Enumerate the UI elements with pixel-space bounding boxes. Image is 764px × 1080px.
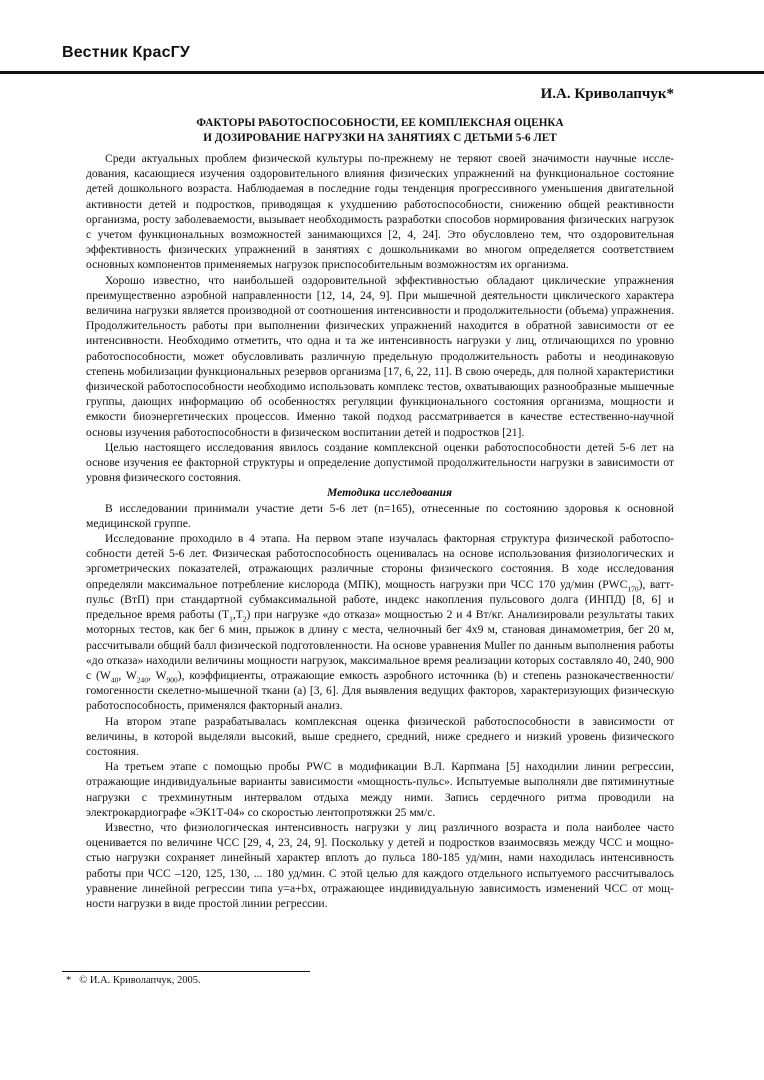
methods-paragraph-1: В исследовании принимали участие дети 5-6 лет (n=165), отнесенные по состоянию здоровья к основной медицинской группе. <box>86 501 674 530</box>
footnote-rule <box>62 971 310 972</box>
footnote-text: © И.А. Криволапчук, 2005. <box>79 975 201 986</box>
methods-p2-text-b: ), ватт-пульс (ВтП) при стандартной субмаксимальной работе, индекс накопления пульсового долга (ИНПД) [8, 6] и предельное время работы (T <box>86 577 674 622</box>
author-name: И.А. Криволапчук* <box>540 86 674 102</box>
section-heading-methods: Методика исследования <box>327 486 452 500</box>
methods-p2-text-c: ,T <box>232 608 243 622</box>
subscript-w40: 40 <box>110 675 119 685</box>
subscript-t1: 1 <box>229 614 233 624</box>
methods-p2-text-a: Исследование проходило в 4 этапа. На первом этапе изучалась факторная структура физической работоспособности детей 5-6 лет. Физическая работоспособность оценивалась на основе использования физиологических и эргометрических показателей, отражающих различные стороны физического состояния. В ходе исследования определяли максимальное потребление кислорода (МПК), мощность нагрузки при ЧСС 170 уд/мин (PWC <box>86 532 674 591</box>
methods-p2-text-f: , W <box>148 668 167 682</box>
article-body <box>86 151 674 911</box>
intro-paragraph-3: Целью настоящего исследования явилось создание комплексной оценки работоспособности детей 5-6 лет на основе изучения ее факторной структуры и определение допустимой продолжительности нагрузки в зависимости от уровня физического состояния. <box>86 440 674 485</box>
footnote <box>66 975 201 986</box>
subscript-pwc: 170 <box>627 584 639 593</box>
title-line-1: ФАКТОРЫ РАБОТОСПОСОБНОСТИ, ЕЕ КОМПЛЕКСНАЯ ОЦЕНКА <box>196 117 564 129</box>
methods-paragraph-3: На втором этапе разрабатывалась комплексная оценка физической работоспособности в зависимости от величины, в которой выделяли высокий, выше среднего, средний, ниже среднего и низкий уровень физического состояния. <box>86 714 674 758</box>
header-rule <box>0 71 764 74</box>
title-line-2: И ДОЗИРОВАНИЕ НАГРУЗКИ НА ЗАНЯТИЯХ С ДЕТЬМИ 5-6 ЛЕТ <box>203 132 557 144</box>
intro-paragraph-1: Среди актуальных проблем физической культуры по-прежнему не теряют своей значимости научные исследования, касающиеся изучения оздоровительного влияния физических упражнений на функциональное состояние детей дошкольного возраста. Наблюдаемая в последние годы тенденция прогрессивного уменьшения двигательной активности детей и подростков, приводящая к ухудшению работоспособности, снижению общей реактивности организма, росту заболеваемости, вызывает необходимость разработки способов нормирования физических нагрузок с учетом функциональных возможностей занимающихся [2, 4, 24]. Это обусловлено тем, что оздоровительная эффективность физических упражнений в занятиях с дошкольниками во многом определяется соответствием основных компонентов применяемых нагрузок приспособительным возможностям их организма. <box>86 152 674 272</box>
intro-paragraph-2: Хорошо известно, что наибольшей оздоровительной эффективностью обладают циклические упражнения преимущественно аэробной направленности [12, 14, 24, 9]. При мышечной деятельности циклического характера величина нагрузки является производной от соотношения интенсивности и продолжительности (объема) упражнения. Продолжительность работы при выполнении физических упражнений находится в обратной зависимости от ее интенсивности. Необходимо отметить, что одна и та же интенсивность нагрузки у лиц, отличающихся по уровню работоспособности, может обусловливать различную предельную продолжительность работы и неодинаковую степень мобилизации функциональных резервов организма [17, 6, 22, 11]. В свою очередь, для полной характеристики физической работоспособности необходимо использовать комплекс тестов, охватывающих разнообразные мышечные группы, дающих информацию об особенностях регуляции функционального состояния организма, мощности и емкости биоэнергетических процессов. Именно такой подход рассматривается в качестве естественно-научной основы изучения работоспособности в физическом воспитании детей и подростков [21]. <box>86 273 674 439</box>
methods-p2-text-g: ), коэффициенты, отражающие емкость аэробного источника (b) и степень разнокачественности/гомогенности скелетно-мышечной ткани (а) [3, 6]. Для выявления ведущих факторов, характеризующих физическую работоспособность, применялся факторный анализ. <box>86 668 674 713</box>
subscript-w900: 900 <box>166 675 178 685</box>
journal-title: Вестник КрасГУ <box>62 44 191 61</box>
methods-paragraph-2 <box>86 531 674 713</box>
article-title <box>86 116 674 146</box>
methods-p2-text-d: ) при нагрузке «до отказа» мощностью 2 и 4 Вт/кг. Анализировали результаты таких моторных тестов, как бег 6 мин, прыжок в длину с места, челночный бег 4х9 м, становая динамометрия, бег 20 м, рассчитывали общий балл физической подготовленности. На основе уравнения Muller по данным выполнения работы «до отказа» находили величины мощности нагрузок, максимальное время реализации которых составляло 40, 240, 900 с (W <box>86 608 674 682</box>
methods-paragraph-5: Известно, что физиологическая интенсивность нагрузки у лиц различного возраста и пола наиболее часто оценивается по величине ЧСС [29, 4, 23, 24, 9]. Поскольку у детей и подростков взаимосвязь между ЧСС и мощностью нагрузки сохраняет линейный характер вплоть до пульса 180-185 уд/мин, нами находилась интенсивность работы при ЧСС –120, 125, 130, ... 180 уд/мин. С этой целью для каждого отдельного испытуемого рассчитывалось уравнение линейной регрессии типа y=a+bx, отражающее индивидуальную зависимость изменений ЧСС от мощности нагрузки в виде простой линии регрессии. <box>86 820 674 910</box>
subscript-t2: 2 <box>242 614 247 624</box>
methods-paragraph-4: На третьем этапе с помощью пробы PWC в модификации В.Л. Карпмана [5] находилии линии регрессии, отражающие индивидуальные варианты зависимости «мощность-пульс». Испытуемые выполняли две пятиминутные нагрузки с трехминутным интервалом отдыха между ними. Запись сердечного ритма проводили на электрокардиографе «ЭК1Т-04» со скоростью лентопротяжки 25 мм/с. <box>86 760 674 819</box>
subscript-w240: 240 <box>136 675 149 685</box>
footnote-mark: * <box>66 975 72 986</box>
methods-p2-text-e: , W <box>118 668 137 682</box>
